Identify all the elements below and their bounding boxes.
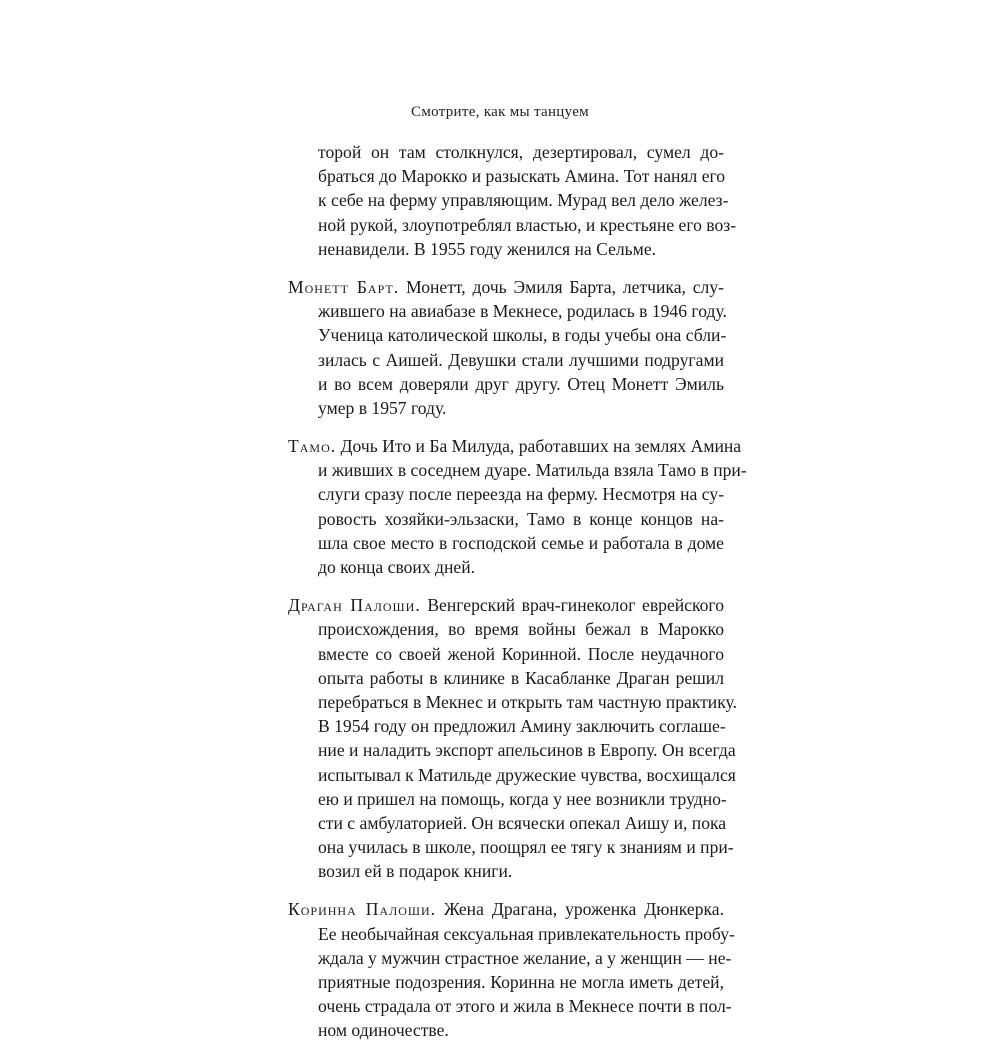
- character-entry-tamo: [288, 434, 747, 579]
- character-name: Драган Палоши.: [288, 595, 421, 616]
- text-line: ею и пришел на помощь, когда у нее возникли трудно-: [318, 788, 727, 809]
- entry-text: Венгерский врач-гинеколог еврейского: [420, 595, 725, 616]
- continuation-paragraph: [288, 140, 737, 261]
- text-line: ной рукой, злоупотреблял властью, и крестьяне его воз-: [318, 214, 737, 235]
- entry-text: Жена Драгана, уроженка Дюнкерка.: [436, 899, 724, 920]
- text-line: ждала у мужчин страстное желание, а у женщин — не-: [318, 947, 732, 968]
- text-line: шла свое место в господской семье и работала в доме: [318, 532, 724, 553]
- text-line: торой он там столкнулся, дезертировал, сумел до-: [318, 142, 724, 162]
- text-line: [288, 897, 724, 921]
- character-name: Монетт Барт.: [288, 276, 400, 297]
- text-line: ние и наладить экспорт апельсинов в Европу. Он всегда: [318, 740, 736, 761]
- running-head: Смотрите, как мы танцуем: [411, 104, 589, 120]
- glossary-text: [288, 140, 747, 1057]
- text-line: Ее необычайная сексуальная привлекательность пробу-: [318, 923, 735, 944]
- text-line: перебраться в Мекнес и открыть там частную практику.: [318, 691, 737, 712]
- text-line: возил ей в подарок книги.: [318, 861, 513, 882]
- text-line: зилась с Аишей. Девушки стали лучшими подругами: [318, 349, 724, 370]
- text-line: умер в 1957 году.: [318, 397, 447, 418]
- text-line: она училась в школе, поощрял ее тягу к знаниям и при-: [318, 837, 734, 858]
- text-line: [288, 434, 742, 458]
- text-line: ненавидели. В 1955 году женился на Сельме.: [318, 238, 657, 259]
- text-line: [288, 593, 724, 617]
- text-line: и живших в соседнем дуаре. Матильда взяла Тамо в при-: [318, 460, 747, 481]
- text-line: опыта работы в клинике в Касабланке Драган решил: [318, 667, 724, 688]
- text-line: вместе со своей женой Коринной. После неудачного: [318, 643, 724, 664]
- text-line: браться до Марокко и разыскать Амина. Тот нанял его: [318, 166, 726, 187]
- character-name: Тамо.: [288, 436, 337, 457]
- text-line: к себе на ферму управляющим. Мурад вел дело желез-: [318, 190, 729, 211]
- text-line: В 1954 году он предложил Амину заключить соглаше-: [318, 716, 726, 737]
- text-line: сти с амбулаторией. Он всячески опекал Аишу и, пока: [318, 812, 727, 833]
- entry-text: Дочь Ито и Ба Милуда, работавших на землях Амина: [336, 436, 742, 457]
- text-line: ровость хозяйки-эльзаски, Тамо в конце концов на-: [318, 508, 724, 529]
- text-line: Ученица католической школы, в годы учебы она сбли-: [318, 325, 727, 346]
- character-entry-corinne-paloshi: [288, 897, 735, 1042]
- text-line: слуги сразу после переезда на ферму. Несмотря на су-: [318, 484, 724, 505]
- text-line: до конца своих дней.: [318, 557, 476, 577]
- text-line: и во всем доверяли друг другу. Отец Монетт Эмиль: [318, 373, 724, 394]
- text-line: ном одиночестве.: [318, 1020, 449, 1041]
- character-entry-monette-bart: [288, 275, 727, 420]
- character-entry-dragan-paloshi: [288, 593, 737, 883]
- text-line: [288, 275, 724, 299]
- character-name: Коринна Палоши.: [288, 899, 437, 920]
- text-line: жившего на авиабазе в Мекнесе, родилась в 1946 году.: [318, 301, 727, 322]
- text-line: испытывал к Матильде дружеские чувства, восхищался: [318, 764, 736, 785]
- text-line: происхождения, во время войны бежал в Марокко: [318, 619, 724, 640]
- entry-text: Монетт, дочь Эмиля Барта, летчика, слу-: [399, 276, 724, 297]
- text-line: очень страдала от этого и жила в Мекнесе почти в пол-: [318, 996, 732, 1017]
- text-line: приятные подозрения. Коринна не могла иметь детей,: [318, 972, 724, 992]
